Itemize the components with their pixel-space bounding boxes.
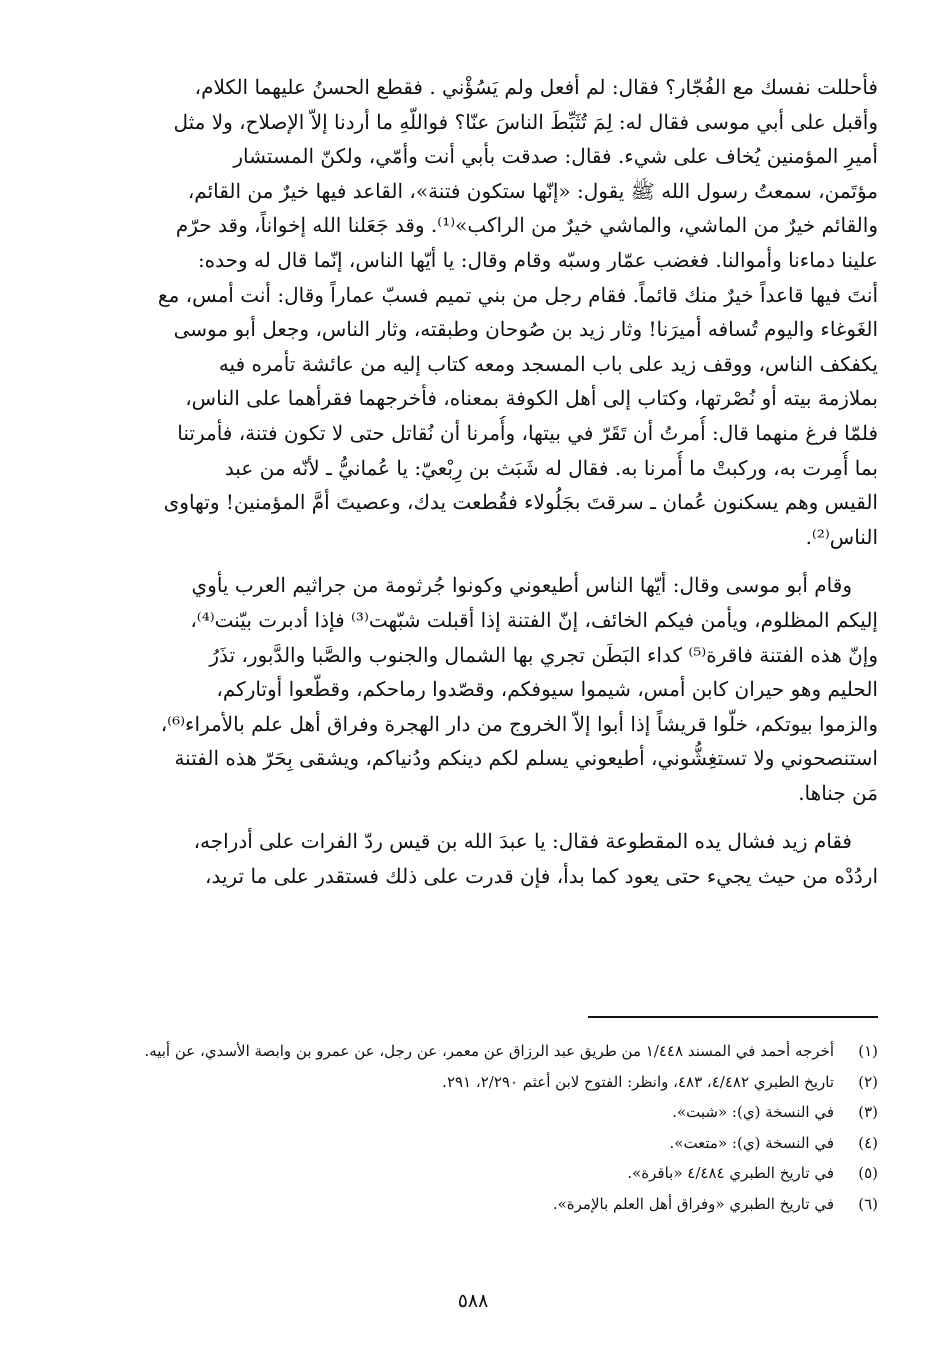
text-line: والقائم خيرٌ من الماشي، والماشي خيرٌ من الراكب»⁽¹⁾. وقد جَعَلنا الله إخواناً، وقد حرّم <box>175 213 878 238</box>
footnote-6 <box>56 1189 878 1220</box>
footnote-1 <box>56 1036 878 1067</box>
text-line: استنصحوني ولا تستغِشُّوني، أطيعوني يسلم لكم دينكم ودُنياكم، ويشقى بِحَرّ هذه الفتنة <box>174 746 878 771</box>
footnotes <box>56 1036 878 1219</box>
footnote-3 <box>56 1097 878 1128</box>
footnote-separator <box>588 1016 878 1018</box>
footnote-text: في النسخة (ي): «شبت». <box>672 1103 834 1121</box>
footnote-text: في النسخة (ي): «متعت». <box>669 1133 834 1152</box>
text-line: أميرِ المؤمنين يُخاف على شيء. فقال: صدقت بأبي أنت وأمّي، ولكنّ المستشار <box>233 144 878 169</box>
footnote-5 <box>56 1158 878 1189</box>
text-line: أنتَ فيها قاعداً خيرٌ منك قائماً. فقام رجل من بني تميم فسبّ عماراً وقال: أنت أمس، مع <box>157 282 878 307</box>
footnote-number: (١) <box>858 1042 878 1060</box>
paragraph-3 <box>56 824 878 893</box>
text-line: بملازمة بيته أو نُصْرتها، وكتاب إلى أهل الكوفة بمعناه، فأخرجهما فقرأهما على الناس، <box>185 386 878 411</box>
text-line: فأحللت نفسك مع الفُجّار؟ فقال: لم أفعل ولم يَسُؤْني . فقطع الحسنُ عليهما الكلام، <box>194 75 878 99</box>
main-text <box>56 70 878 894</box>
text-line: فقام زيد فشال يده المقطوعة فقال: يا عبدَ الله بن قيس ردّ الفرات على أدراجه، <box>193 829 852 854</box>
paragraph-2 <box>56 568 878 810</box>
text-line: اردُدْه من حيث يجيء حتى يعود كما بدأ، فإن قدرت على ذلك فستقدر على ما تريد، <box>205 864 878 889</box>
text-line: مَن جناها. <box>798 780 878 805</box>
text-line: الحليم وهو حيران كابن أمس، شيموا سيوفكم، وقصّدوا رماحكم، وقطّعوا أوتاركم، <box>216 677 878 702</box>
text-line: فلمّا فرغ منهما قال: أُمرتُ أن تَقَرّ في بيتها، وأُمرنا أن نُقاتل حتى لا تكون فتنة، فأمرتنا <box>177 420 878 445</box>
text-line: وقام أبو موسى وقال: أيّها الناس أطيعوني وكونوا جُرثومة من جراثيم العرب يأوي <box>191 573 852 598</box>
text-line: مؤتَمن، سمعتُ رسول الله ﷺ يقول: «إنّها ستكون فتنة»، القاعد فيها خيرٌ من القائم، <box>187 178 878 203</box>
text-line: الناس⁽²⁾. <box>805 524 878 549</box>
footnote-number: (٥) <box>858 1164 878 1182</box>
footnote-text: أخرجه أحمد في المسند ١/٤٤٨ من طريق عبد الرزاق عن معمر، عن رجل، عن عمرو بن وابصة الأسدي، عن أبيه. <box>144 1042 834 1060</box>
footnote-number: (٦) <box>858 1194 878 1213</box>
footnote-text: تاريخ الطبري ٤/٤٨٢، ٤٨٣، وانظر: الفتوح لابن أعثم ٢/٢٩٠، ٢٩١. <box>442 1072 834 1091</box>
footnote-number: (٢) <box>858 1072 878 1091</box>
text-line: يكفكف الناس، ووقف زيد على باب المسجد ومعه كتاب إليه من عائشة تأمره فيه <box>218 351 878 376</box>
footnote-number: (٤) <box>858 1133 878 1152</box>
footnote-2 <box>56 1067 878 1098</box>
footnote-number: (٣) <box>858 1103 878 1121</box>
text-line: الغَوغاء واليوم تُسافه أميرَنا! وثار زيد بن صُوحان وطبقته، وثار الناس، وجعل أبو موسى <box>173 317 878 342</box>
footnote-text: في تاريخ الطبري ٤/٤٨٤ «باقرة». <box>627 1164 834 1182</box>
footnote-4 <box>56 1128 878 1159</box>
text-line: علينا دماءنا وأموالنا. فغضب عمّار وسبّه وقام وقال: يا أيّها الناس، إنّما قال له وحده: <box>197 247 878 272</box>
text-line: القيس وهم يسكنون عُمان ـ سرقتَ بجَلُولاء فقُطعت يدك، وعصيتَ أمَّ المؤمنين! وتهاوى <box>163 490 878 515</box>
text-line: إليكم المظلوم، ويأمن فيكم الخائف، إنّ الفتنة إذا أقبلت شبّهت⁽³⁾ فإذا أدبرت بيّنت⁽⁴⁾، <box>190 607 878 632</box>
text-line: والزموا بيوتكم، خلّوا قريشاً إذا أبوا إلاّ الخروج من دار الهجرة وفراق أهل علم بالأمراء⁽⁶⁾، <box>160 711 878 736</box>
text-line: وأقبل على أبي موسى فقال له: لِمَ تُثَبِّطَ الناسَ عنّا؟ فواللّهِ ما أردنا إلاّ الإصلاح، ولا مثل <box>173 109 878 134</box>
text-line: بما أُمِرت به، وركبتْ ما أُمرنا به. فقال له شَبَث بن رِبْعيّ: يا عُمانيُّ ـ لأنّه من عبد <box>224 455 878 480</box>
footnote-text: في تاريخ الطبري «وفراق أهل العلم بالإمرة». <box>552 1194 834 1213</box>
page-number: ٥٨٨ <box>457 1290 489 1312</box>
paragraph-1 <box>56 70 878 554</box>
text-line: وإنّ هذه الفتنة فاقرة⁽⁵⁾ كداء البَطَن تجري بها الشمال والجنوب والصَّبا والدَّبور، تذَرُ <box>209 642 878 667</box>
